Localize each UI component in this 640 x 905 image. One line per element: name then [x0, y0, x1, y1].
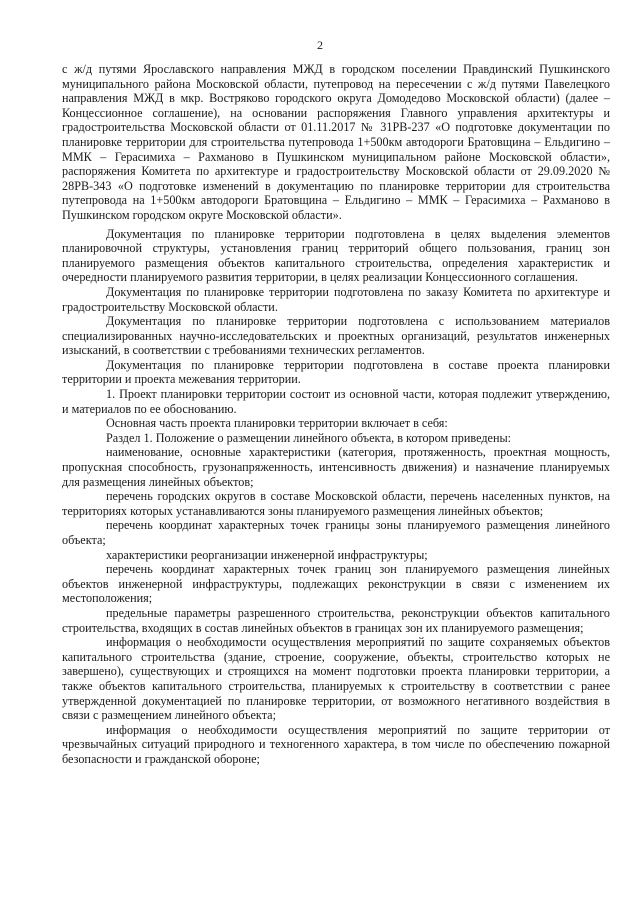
- list-item: перечень городских округов в составе Московской области, перечень населенных пунктов, на территориях которых устанавливаются зоны планируемого размещения линейных объектов;: [62, 489, 610, 518]
- list-item: информация о необходимости осуществления мероприятий по защите территории от чрезвычайных ситуаций природного и техногенного характера, в том числе по обеспечению пожарной безопасности и гражданской обороне;: [62, 722, 610, 766]
- section-1-heading: Раздел 1. Положение о размещении линейного объекта, в котором приведены:: [106, 430, 512, 445]
- paragraph-continuation: с ж/д путями Ярославского направления МЖД в городском поселении Правдинский Пушкинского муниципального района Московской области, путепровод на пересечении с ж/д путями Павелецкого направления МЖД в мкр. Востряково городского округа Домодедово Московской области) (далее – Концессионное соглашение), на основании распоряжения Главного управления архитектуры и градостроительства Московской области от 01.11.2017 № 31РВ-237 «О подготовке документации по планировке территории для строительства путепровода 1+500км автодороги Братовщина – Ельдигино – ММК – Герасимиха – Рахманово в Пушкинском муниципальном районе Московской области», распоряжения Комитета по архитектуре и градостроительству Московской области от 29.09.2020 № 28РВ-343 «О подготовке изменений в документацию по планировке территории для строительства путепровода на 1+500км автодороги Братовщина – Ельдигино – ММК – Герасимиха – Рахманово в Пушкинском городском округе Московской области».: [62, 62, 610, 222]
- list-item: характеристики реорганизации инженерной инфраструктуры;: [106, 547, 428, 562]
- paragraph-project-structure: 1. Проект планировки территории состоит из основной части, которая подлежит утверждению, и материалов по ее обоснованию.: [62, 387, 610, 416]
- list-item: предельные параметры разрешенного строительства, реконструкции объектов капитального строительства, входящих в состав линейных объектов в границах зон их планируемого размещения;: [62, 605, 610, 635]
- paragraph-main-part: Основная часть проекта планировки территории включает в себя:: [106, 416, 448, 431]
- paragraph-materials: Документация по планировке территории подготовлена с использованием материалов специализированных научно-исследовательских и проектных организаций, результатов инженерных изысканий, в соответствии с требованиями технических регламентов.: [62, 314, 610, 358]
- list-item: перечень координат характерных точек границ зон планируемого размещения линейных объектов инженерной инфраструктуры, подлежащих реконструкции в связи с изменением их местоположения;: [62, 562, 610, 606]
- list-item: перечень координат характерных точек границы зоны планируемого размещения линейного объекта;: [62, 518, 610, 547]
- paragraph-purpose: Документация по планировке территории подготовлена в целях выделения элементов планировочной структуры, установления границ территорий общего пользования, границ зон планируемого размещения объектов капитального строительства, определения характеристик и очередности планируемого развития территории, в целях реализации Концессионного соглашения.: [62, 226, 610, 285]
- list-item: информация о необходимости осуществления мероприятий по защите сохраняемых объектов капитального строительства (здание, строение, сооружение, объекты, строительство которых не завершено), существующих и строящихся на момент подготовки проекта планировки территории, а также объектов капитального строительства, планируемых к строительству в соответствии с ранее утвержденной документацией по планировке территории, от возможного негативного воздействия в связи с размещением линейного объекта;: [62, 635, 610, 723]
- list-item: наименование, основные характеристики (категория, протяженность, проектная мощность, пропускная способность, грузонапряженность, интенсивность движения) и назначение планируемых для размещения линейных объектов;: [62, 445, 610, 489]
- paragraph-customer: Документация по планировке территории подготовлена по заказу Комитета по архитектуре и градостроительству Московской области.: [62, 284, 610, 314]
- paragraph-composition: Документация по планировке территории подготовлена в составе проекта планировки территории и проекта межевания территории.: [62, 357, 610, 387]
- document-body: [62, 62, 610, 767]
- page-number: 2: [317, 38, 323, 52]
